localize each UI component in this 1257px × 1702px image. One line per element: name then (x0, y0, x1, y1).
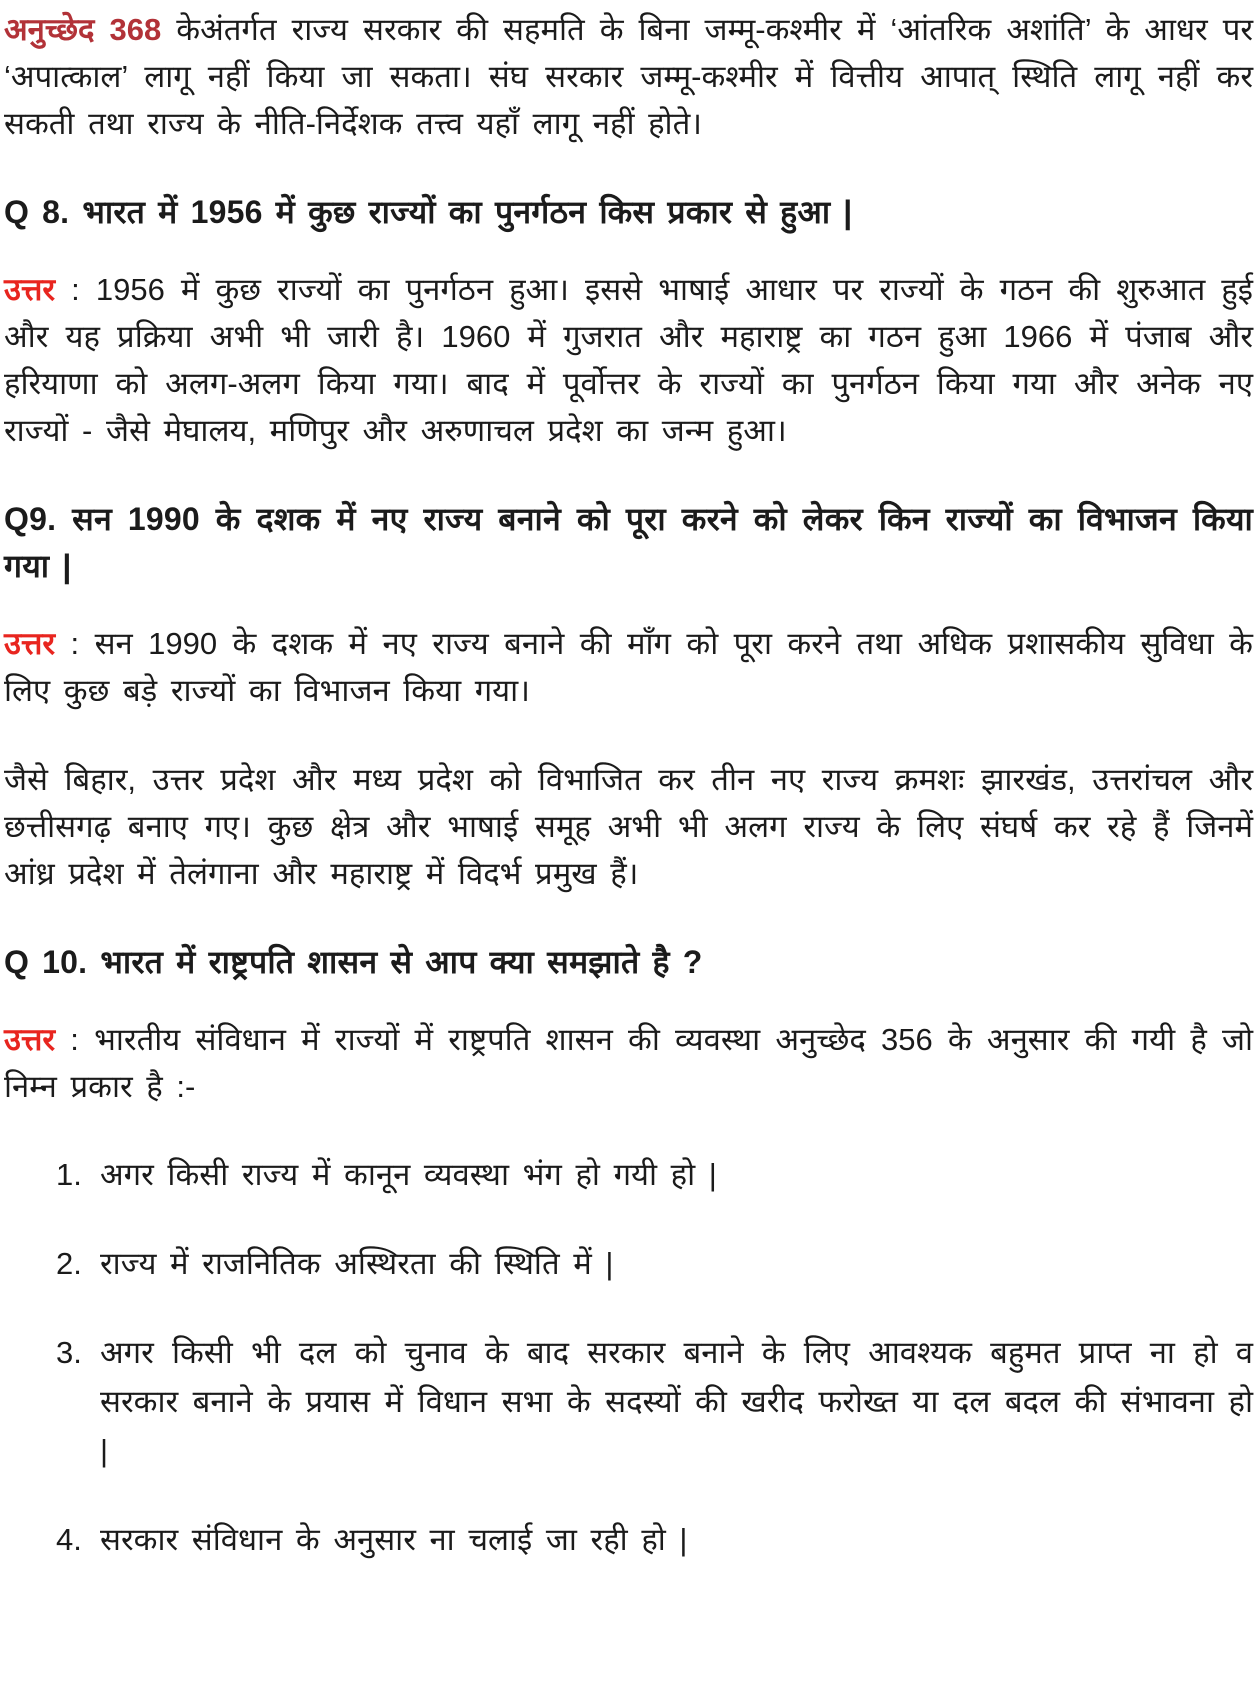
list-item-number: 3. (56, 1335, 82, 1370)
answer-10-separator: : (55, 1022, 95, 1057)
list-item (56, 1239, 1253, 1288)
list-item-text: अगर किसी भी दल को चुनाव के बाद सरकार बनाने के लिए आवश्यक बहुमत प्राप्त ना हो व सरकार बनाने के प्रयास में विधान सभा के सदस्यों की खरीद फरोख्त या दल बदल की संभावना हो | (100, 1335, 1253, 1468)
list-item-text: राज्य में राजनितिक अस्थिरता की स्थिति में | (100, 1246, 614, 1281)
question-10-heading: Q 10. भारत में राष्ट्रपति शासन से आप क्या समझाते है ? (4, 944, 703, 980)
president-rule-conditions-list (4, 1150, 1253, 1564)
question-8-heading: Q 8. भारत में 1956 में कुछ राज्यों का पुनर्गठन किस प्रकार से हुआ | (4, 194, 853, 230)
answer-9-text: सन 1990 के दशक में नए राज्य बनाने की माँग को पूरा करने तथा अधिक प्रशासकीय सुविधा के लिए कुछ बड़े राज्यों का विभाजन किया गया। (4, 626, 1253, 708)
answer-9-label: उत्तर (4, 626, 56, 661)
answer-8-label: उत्तर (4, 272, 56, 307)
answer-8-paragraph (4, 266, 1253, 454)
list-item-text: अगर किसी राज्य में कानून व्यवस्था भंग हो गयी हो | (100, 1157, 717, 1192)
answer-9-extra-paragraph: जैसे बिहार, उत्तर प्रदेश और मध्य प्रदेश को विभाजित कर तीन नए राज्य क्रमशः झारखंड, उत्तरांचल और छत्तीसगढ़ बनाए गए। कुछ क्षेत्र और भाषाई समूह अभी भी अलग राज्य के लिए संघर्ष कर रहे हैं जिनमें आंध्र प्रदेश में तेलंगाना और महाराष्ट्र में विदर्भ प्रमुख हैं। (4, 762, 1253, 891)
intro-paragraph (4, 6, 1253, 147)
question-9-heading: Q9. सन 1990 के दशक में नए राज्य बनाने को पूरा करने को लेकर किन राज्यों का विभाजन किया गया | (4, 501, 1253, 584)
list-item (56, 1515, 1253, 1564)
list-item-number: 1. (56, 1157, 82, 1192)
intro-text: केअंतर्गत राज्य सरकार की सहमति के बिना जम्मू-कश्मीर में ‘आंतरिक अशांति’ के आधर पर ‘अपात्काल’ लागू नहीं किया जा सकता। संघ सरकार जम्मू-कश्मीर में वित्तीय आपात् स्थिति लागू नहीं कर सकती तथा राज्य के नीति-निर्देशक तत्त्व यहाँ लागू नहीं होते। (4, 12, 1253, 141)
list-item (56, 1328, 1253, 1475)
list-item-number: 4. (56, 1522, 82, 1557)
answer-8-text: 1956 में कुछ राज्यों का पुनर्गठन हुआ। इससे भाषाई आधार पर राज्यों के गठन की शुरुआत हुई और यह प्रक्रिया अभी भी जारी है। 1960 में गुजरात और महाराष्ट्र का गठन हुआ 1966 में पंजाब और हरियाणा को अलग-अलग किया गया। बाद में पूर्वोत्तर के राज्यों का पुनर्गठन किया गया और अनेक नए राज्यों - जैसे मेघालय, मणिपुर और अरुणाचल प्रदेश का जन्म हुआ। (4, 272, 1253, 448)
answer-9-separator: : (55, 626, 95, 661)
answer-8-separator: : (55, 272, 96, 307)
answer-10-paragraph (4, 1016, 1253, 1110)
answer-10-label: उत्तर (4, 1022, 56, 1057)
article-368-highlight: अनुच्छेद 368 (4, 12, 162, 47)
answer-10-text: भारतीय संविधान में राज्यों में राष्ट्रपति शासन की व्यवस्था अनुच्छेद 356 के अनुसार की गयी है जो निम्न प्रकार है :- (4, 1022, 1253, 1104)
list-item-number: 2. (56, 1246, 82, 1281)
list-item-text: सरकार संविधान के अनुसार ना चलाई जा रही हो | (100, 1522, 688, 1557)
answer-9-paragraph (4, 620, 1253, 714)
list-item (56, 1150, 1253, 1199)
